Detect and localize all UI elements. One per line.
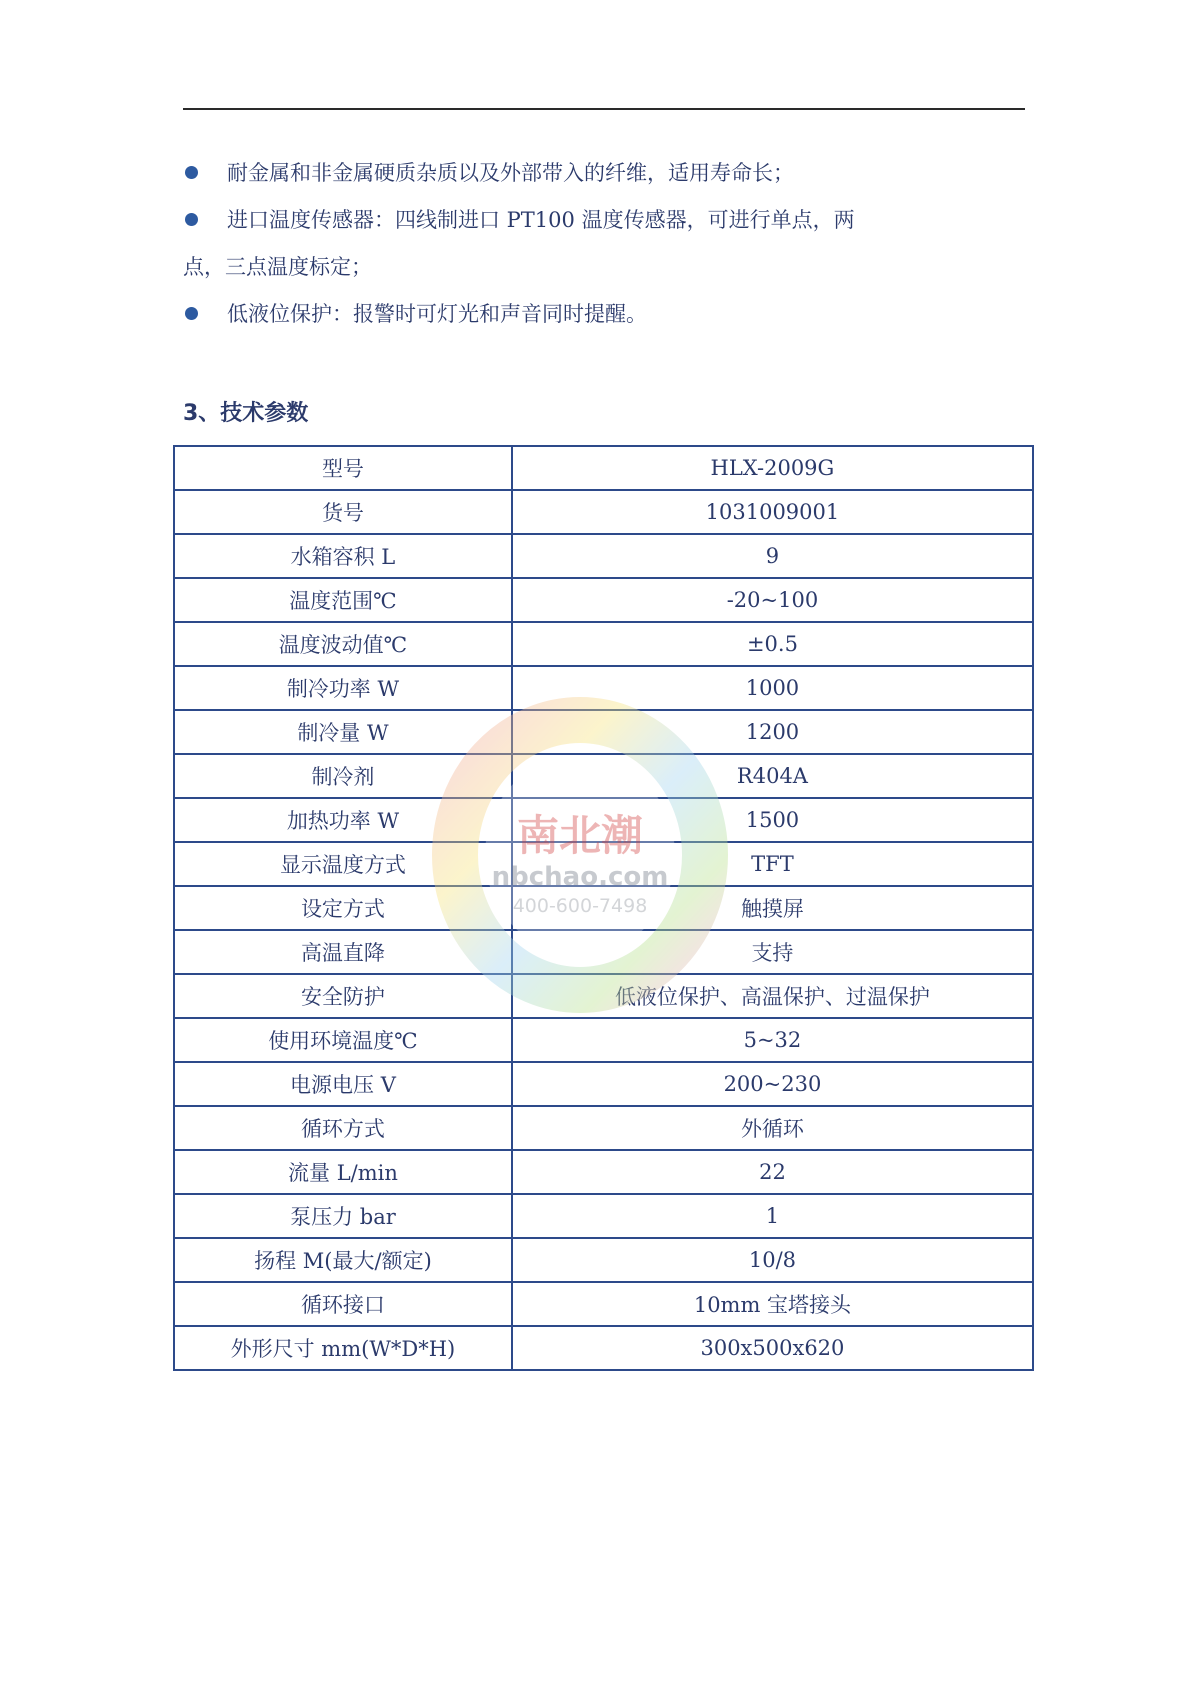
spec-value: R404A <box>512 754 1033 798</box>
spec-label: 外形尺寸 mm(W*D*H) <box>174 1326 512 1370</box>
spec-label: 高温直降 <box>174 930 512 974</box>
bullet-dot-icon <box>185 213 198 226</box>
spec-label: 制冷量 W <box>174 710 512 754</box>
spec-table <box>173 445 1034 1371</box>
table-row <box>174 886 1033 930</box>
spec-value: 300x500x620 <box>512 1326 1033 1370</box>
feature-list <box>183 150 973 338</box>
watermark-phone: 400-600-7498 <box>512 895 648 917</box>
table-row <box>174 1062 1033 1106</box>
table-row <box>174 666 1033 710</box>
spec-label: 型号 <box>174 446 512 490</box>
table-row <box>174 446 1033 490</box>
table-row <box>174 1018 1033 1062</box>
table-row <box>174 798 1033 842</box>
spec-label: 泵压力 bar <box>174 1194 512 1238</box>
spec-label: 设定方式 <box>174 886 512 930</box>
spec-label: 温度波动值℃ <box>174 622 512 666</box>
spec-value: 9 <box>512 534 1033 578</box>
table-row <box>174 1326 1033 1370</box>
spec-value: 1031009001 <box>512 490 1033 534</box>
spec-label: 循环接口 <box>174 1282 512 1326</box>
table-row <box>174 1106 1033 1150</box>
spec-label: 加热功率 W <box>174 798 512 842</box>
feature-text-2: 进口温度传感器：四线制进口 PT100 温度传感器，可进行单点，两 <box>227 208 855 232</box>
spec-table-body <box>174 446 1033 1370</box>
spec-value: 低液位保护、高温保护、过温保护 <box>512 974 1033 1018</box>
table-row <box>174 842 1033 886</box>
table-row <box>174 930 1033 974</box>
table-row <box>174 578 1033 622</box>
spec-value: 22 <box>512 1150 1033 1194</box>
section-title: 3、技术参数 <box>183 401 309 426</box>
spec-value: 1200 <box>512 710 1033 754</box>
spec-label: 水箱容积 L <box>174 534 512 578</box>
feature-item-2 <box>183 197 973 244</box>
spec-label: 货号 <box>174 490 512 534</box>
spec-label: 温度范围℃ <box>174 578 512 622</box>
spec-value: 外循环 <box>512 1106 1033 1150</box>
bullet-dot-icon <box>185 166 198 179</box>
spec-label: 制冷功率 W <box>174 666 512 710</box>
spec-value: 10mm 宝塔接头 <box>512 1282 1033 1326</box>
feature-item-3 <box>183 291 973 338</box>
spec-value: 10/8 <box>512 1238 1033 1282</box>
spec-label: 扬程 M(最大/额定) <box>174 1238 512 1282</box>
table-row <box>174 1282 1033 1326</box>
table-row <box>174 1194 1033 1238</box>
spec-value: 200~230 <box>512 1062 1033 1106</box>
table-row <box>174 710 1033 754</box>
spec-value: HLX-2009G <box>512 446 1033 490</box>
spec-value: 1000 <box>512 666 1033 710</box>
spec-label: 制冷剂 <box>174 754 512 798</box>
spec-value: -20~100 <box>512 578 1033 622</box>
spec-label: 流量 L/min <box>174 1150 512 1194</box>
table-row <box>174 1238 1033 1282</box>
table-row <box>174 1150 1033 1194</box>
spec-value: 1500 <box>512 798 1033 842</box>
table-row <box>174 974 1033 1018</box>
spec-value: 1 <box>512 1194 1033 1238</box>
table-row <box>174 490 1033 534</box>
spec-label: 循环方式 <box>174 1106 512 1150</box>
table-row <box>174 754 1033 798</box>
watermark-site: nbchao.com <box>491 862 669 892</box>
spec-value: TFT <box>512 842 1033 886</box>
feature-item-1 <box>183 150 973 197</box>
spec-label: 安全防护 <box>174 974 512 1018</box>
table-row <box>174 622 1033 666</box>
bullet-dot-icon <box>185 307 198 320</box>
spec-value: ±0.5 <box>512 622 1033 666</box>
spec-value: 支持 <box>512 930 1033 974</box>
table-row <box>174 534 1033 578</box>
header-rule <box>183 108 1025 110</box>
spec-label: 显示温度方式 <box>174 842 512 886</box>
feature-text-1: 耐金属和非金属硬质杂质以及外部带入的纤维，适用寿命长； <box>227 161 794 185</box>
watermark-brand: 南北潮 <box>516 811 644 860</box>
spec-value: 5~32 <box>512 1018 1033 1062</box>
spec-label: 电源电压 V <box>174 1062 512 1106</box>
feature-text-2-continuation: 点，三点温度标定； <box>183 255 372 279</box>
spec-value: 触摸屏 <box>512 886 1033 930</box>
spec-label: 使用环境温度℃ <box>174 1018 512 1062</box>
feature-text-3: 低液位保护：报警时可灯光和声音同时提醒。 <box>227 302 647 326</box>
